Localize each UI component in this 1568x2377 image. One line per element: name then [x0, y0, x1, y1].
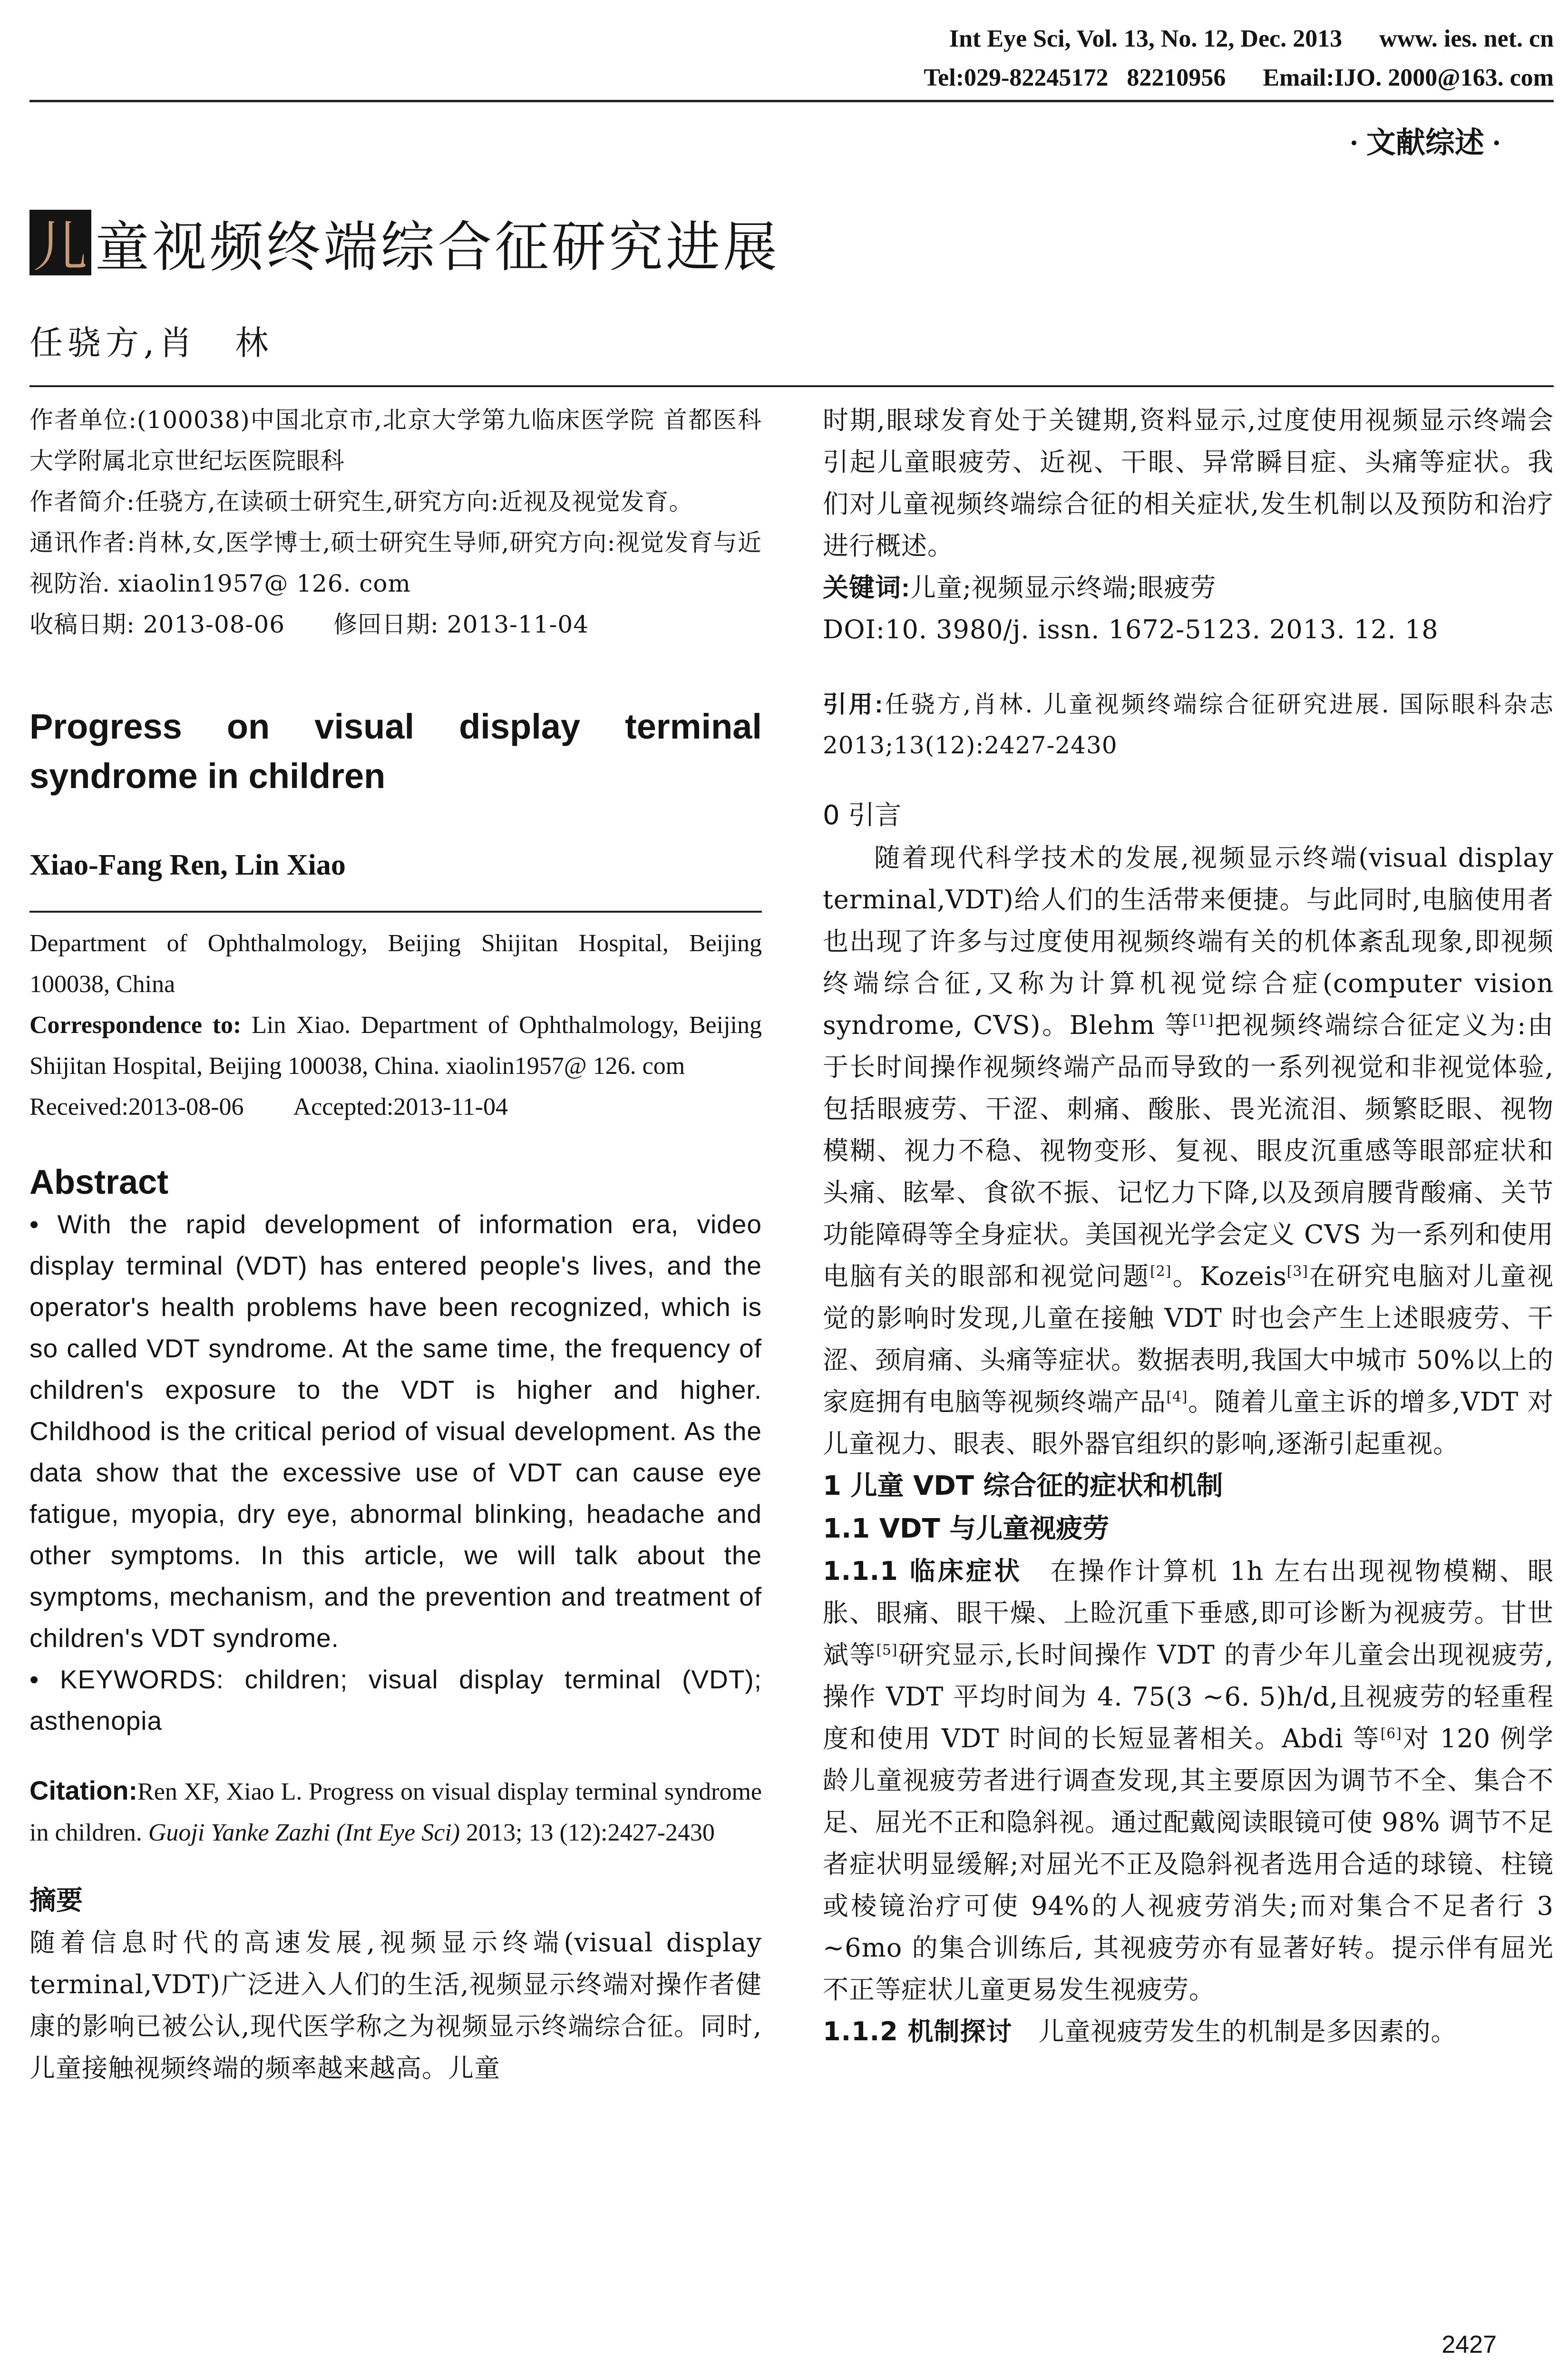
author-bio: 作者简介:任骁方,在读硕士研究生,研究方向:近视及视觉发育。 — [29, 488, 693, 516]
abstract-body: • With the rapid development of information era, video display terminal (VDT) has entered people's lives, and the operator's health problems have been recognized, which is so called VDT syndrome. At the same time, the frequency of children's exposure to the VDT is higher and higher. Childhood is the critical period of visual development. As the data show that the excessive use of VDT can cause eye fatigue, myopia, dry eye, abnormal blinking, headache and other symptoms. In this article, we will talk about the symptoms, mechanism, and the prevention and treatment of children's VDT syndrome. — [29, 1209, 762, 1653]
ref-2: [2] — [1150, 1263, 1172, 1280]
ref-5: [5] — [876, 1642, 898, 1658]
right-column — [823, 399, 1554, 2053]
citation-cn — [823, 684, 1554, 766]
affiliation: 作者单位:(100038)中国北京市,北京大学第九临床医学院 首都医科大学附属北京世纪坛医院眼科 — [29, 406, 762, 475]
correspondence-text: Lin Xiao. Department of Ophthalmology, Beijing Shijitan Hospital, Beijing 100038, China. xiaolin1957@ 126. com — [29, 1012, 762, 1080]
section-1-1-2: 1.1.2 机制探讨 儿童视疲劳发生的机制是多因素的。 — [823, 2017, 1457, 2046]
citation-journal: Guoji Yanke Zazhi (Int Eye Sci) — [148, 1819, 460, 1846]
page-number: 2427 — [1441, 2331, 1497, 2358]
keywords-en: • KEYWORDS: children; visual display terminal (VDT); asthenopia — [29, 1665, 762, 1735]
divider — [29, 385, 1554, 387]
citation-label: Citation: — [29, 1775, 138, 1805]
citation-cn-label: 引用: — [823, 691, 884, 718]
english-authors: Xiao-Fang Ren, Lin Xiao — [29, 849, 346, 881]
section-1-1-heading: 1.1 VDT 与儿童视疲劳 — [823, 1513, 1110, 1544]
received-accepted: Received:2013-08-06 Accepted:2013-11-04 — [29, 1093, 508, 1120]
citation — [29, 1770, 762, 1853]
title-drop-cap: 儿 — [29, 210, 91, 275]
ref-1: [1] — [1192, 1012, 1214, 1029]
article-title — [29, 205, 780, 281]
zhaiyao-continued: 时期,眼球发育处于关键期,资料显示,过度使用视频显示终端会引起儿童眼疲劳、近视、干眼、异常瞬目症、头痛等症状。我们对儿童视频终端综合征的相关症状,发生机制以及预防和治疗进行概述。 — [823, 405, 1554, 561]
authors-cn: 任骁方,肖 林 — [29, 323, 273, 362]
section-1-heading: 1 儿童 VDT 综合征的症状和机制 — [823, 1471, 1223, 1501]
keywords-label: 关键词: — [823, 574, 910, 602]
section-1-1-1: 1.1.1 临床症状 在操作计算机 1h 左右出现视物模糊、眼胀、眼痛、眼干燥、上睑沉重下垂感,即可诊断为视疲劳。甘世斌等[5]研究显示,长时间操作 VDT 的青少年儿童会出现视疲劳,操作 VDT 平均时间为 4. 75(3 ~6. 5)h/d,且视疲劳的轻重程度和使用 VDT 时间的长短显著相关。Abdi 等[6]对 120 例学龄儿童视疲劳者进行调查发现,其主要原因为调节不全、集合不足、屈光不正和隐斜视。通过配戴阅读眼镜可使 98% 调节不足者症状明显缓解;对屈光不正及隐斜视者选用合适的球镜、柱镜或棱镜治疗可使 94%的人视疲劳消失;而对集合不足者行 3 ~6mo 的集合训练后, 其视疲劳亦有显著好转。提示伴有屈光不正等症状儿童更易发生视疲劳。 — [823, 1556, 1554, 2005]
dates-cn: 收稿日期: 2013-08-06 修回日期: 2013-11-04 — [29, 611, 589, 638]
keywords-text: 儿童;视频显示终端;眼疲劳 — [910, 573, 1217, 603]
ref-4: [4] — [1166, 1389, 1188, 1405]
section-tag: · 文献综述 · — [1349, 127, 1501, 159]
citation-cn-text: 任骁方,肖林. 儿童视频终端综合征研究进展. 国际眼科杂志 2013;13(12):2427-2430 — [823, 691, 1554, 759]
left-column — [29, 399, 762, 2089]
divider — [29, 911, 762, 913]
intro-paragraph: 随着现代科学技术的发展,视频显示终端(visual display terminal,VDT)给人们的生活带来便捷。与此同时,电脑使用者也出现了许多与过度使用视频终端有关的机体紊乱现象,即视频终端综合征,又称为计算机视觉综合症(computer vision syndrome, CVS)。Blehm 等[1]把视频终端综合征定义为:由于长时间操作视频终端产品而导致的一系列视觉和非视觉体验,包括眼疲劳、干涩、刺痛、酸胀、畏光流泪、频繁眨眼、视物模糊、视力不稳、视物变形、复视、眼皮沉重感等眼部症状和头痛、眩晕、食欲不振、记忆力下降,以及颈肩腰背酸痛、关节功能障碍等全身症状。美国视光学会定义 CVS 为一系列和使用电脑有关的眼部和视觉问题[2]。Kozeis[3]在研究电脑对儿童视觉的影响时发现,儿童在接触 VDT 时也会产生上述眼疲劳、干涩、颈肩痛、头痛等症状。数据表明,我国大中城市 50%以上的家庭拥有电脑等视频终端产品[4]。随着儿童主诉的增多,VDT 对儿童视力、眼表、眼外器官组织的影响,逐渐引起重视。 — [823, 843, 1554, 1459]
running-header — [29, 14, 1554, 102]
section-0-heading: 0 引言 — [823, 800, 902, 831]
abstract-heading: Abstract — [29, 1163, 169, 1201]
journal-info: Int Eye Sci, Vol. 13, No. 12, Dec. 2013 www. ies. net. cn — [949, 25, 1554, 52]
correspondence — [29, 1005, 762, 1087]
correspondence-label: Correspondence to: — [29, 1012, 242, 1039]
citation-tail: 2013; 13 (12):2427-2430 — [460, 1819, 715, 1846]
english-title: Progress on visual display terminal syndrome in children — [29, 707, 762, 796]
department: Department of Ophthalmology, Beijing Shijitan Hospital, Beijing 100038, China — [29, 930, 762, 998]
ref-6: [6] — [1380, 1725, 1402, 1742]
zhaiyao-heading: 摘要 — [29, 1885, 83, 1916]
journal-contact: Tel:029-82245172 82210956 Email:IJO. 2000@163. com — [924, 64, 1554, 91]
title-text: 童视频终端综合征研究进展 — [95, 215, 780, 279]
section-1-1-1-heading: 1.1.1 临床症状 — [823, 1556, 1023, 1586]
citation-text: Ren XF, Xiao L. Progress on visual display terminal syndrome in children. — [29, 1778, 762, 1846]
ref-3: [3] — [1286, 1263, 1308, 1280]
section-1-1-2-heading: 1.1.2 机制探讨 — [823, 2017, 1013, 2046]
correspondent: 通讯作者:肖林,女,医学博士,硕士研究生导师,研究方向:视觉发育与近视防治. xiaolin1957@ 126. com — [29, 529, 762, 597]
zhaiyao-body: 随着信息时代的高速发展,视频显示终端(visual display terminal,VDT)广泛进入人们的生活,视频显示终端对操作者健康的影响已被公认,现代医学称之为视频显示终端综合征。同时,儿童接触视频终端的频率越来越高。儿童 — [29, 1928, 762, 2083]
keywords-cn — [823, 567, 1554, 609]
doi: DOI:10. 3980/j. issn. 1672-5123. 2013. 12. 18 — [823, 614, 1439, 644]
